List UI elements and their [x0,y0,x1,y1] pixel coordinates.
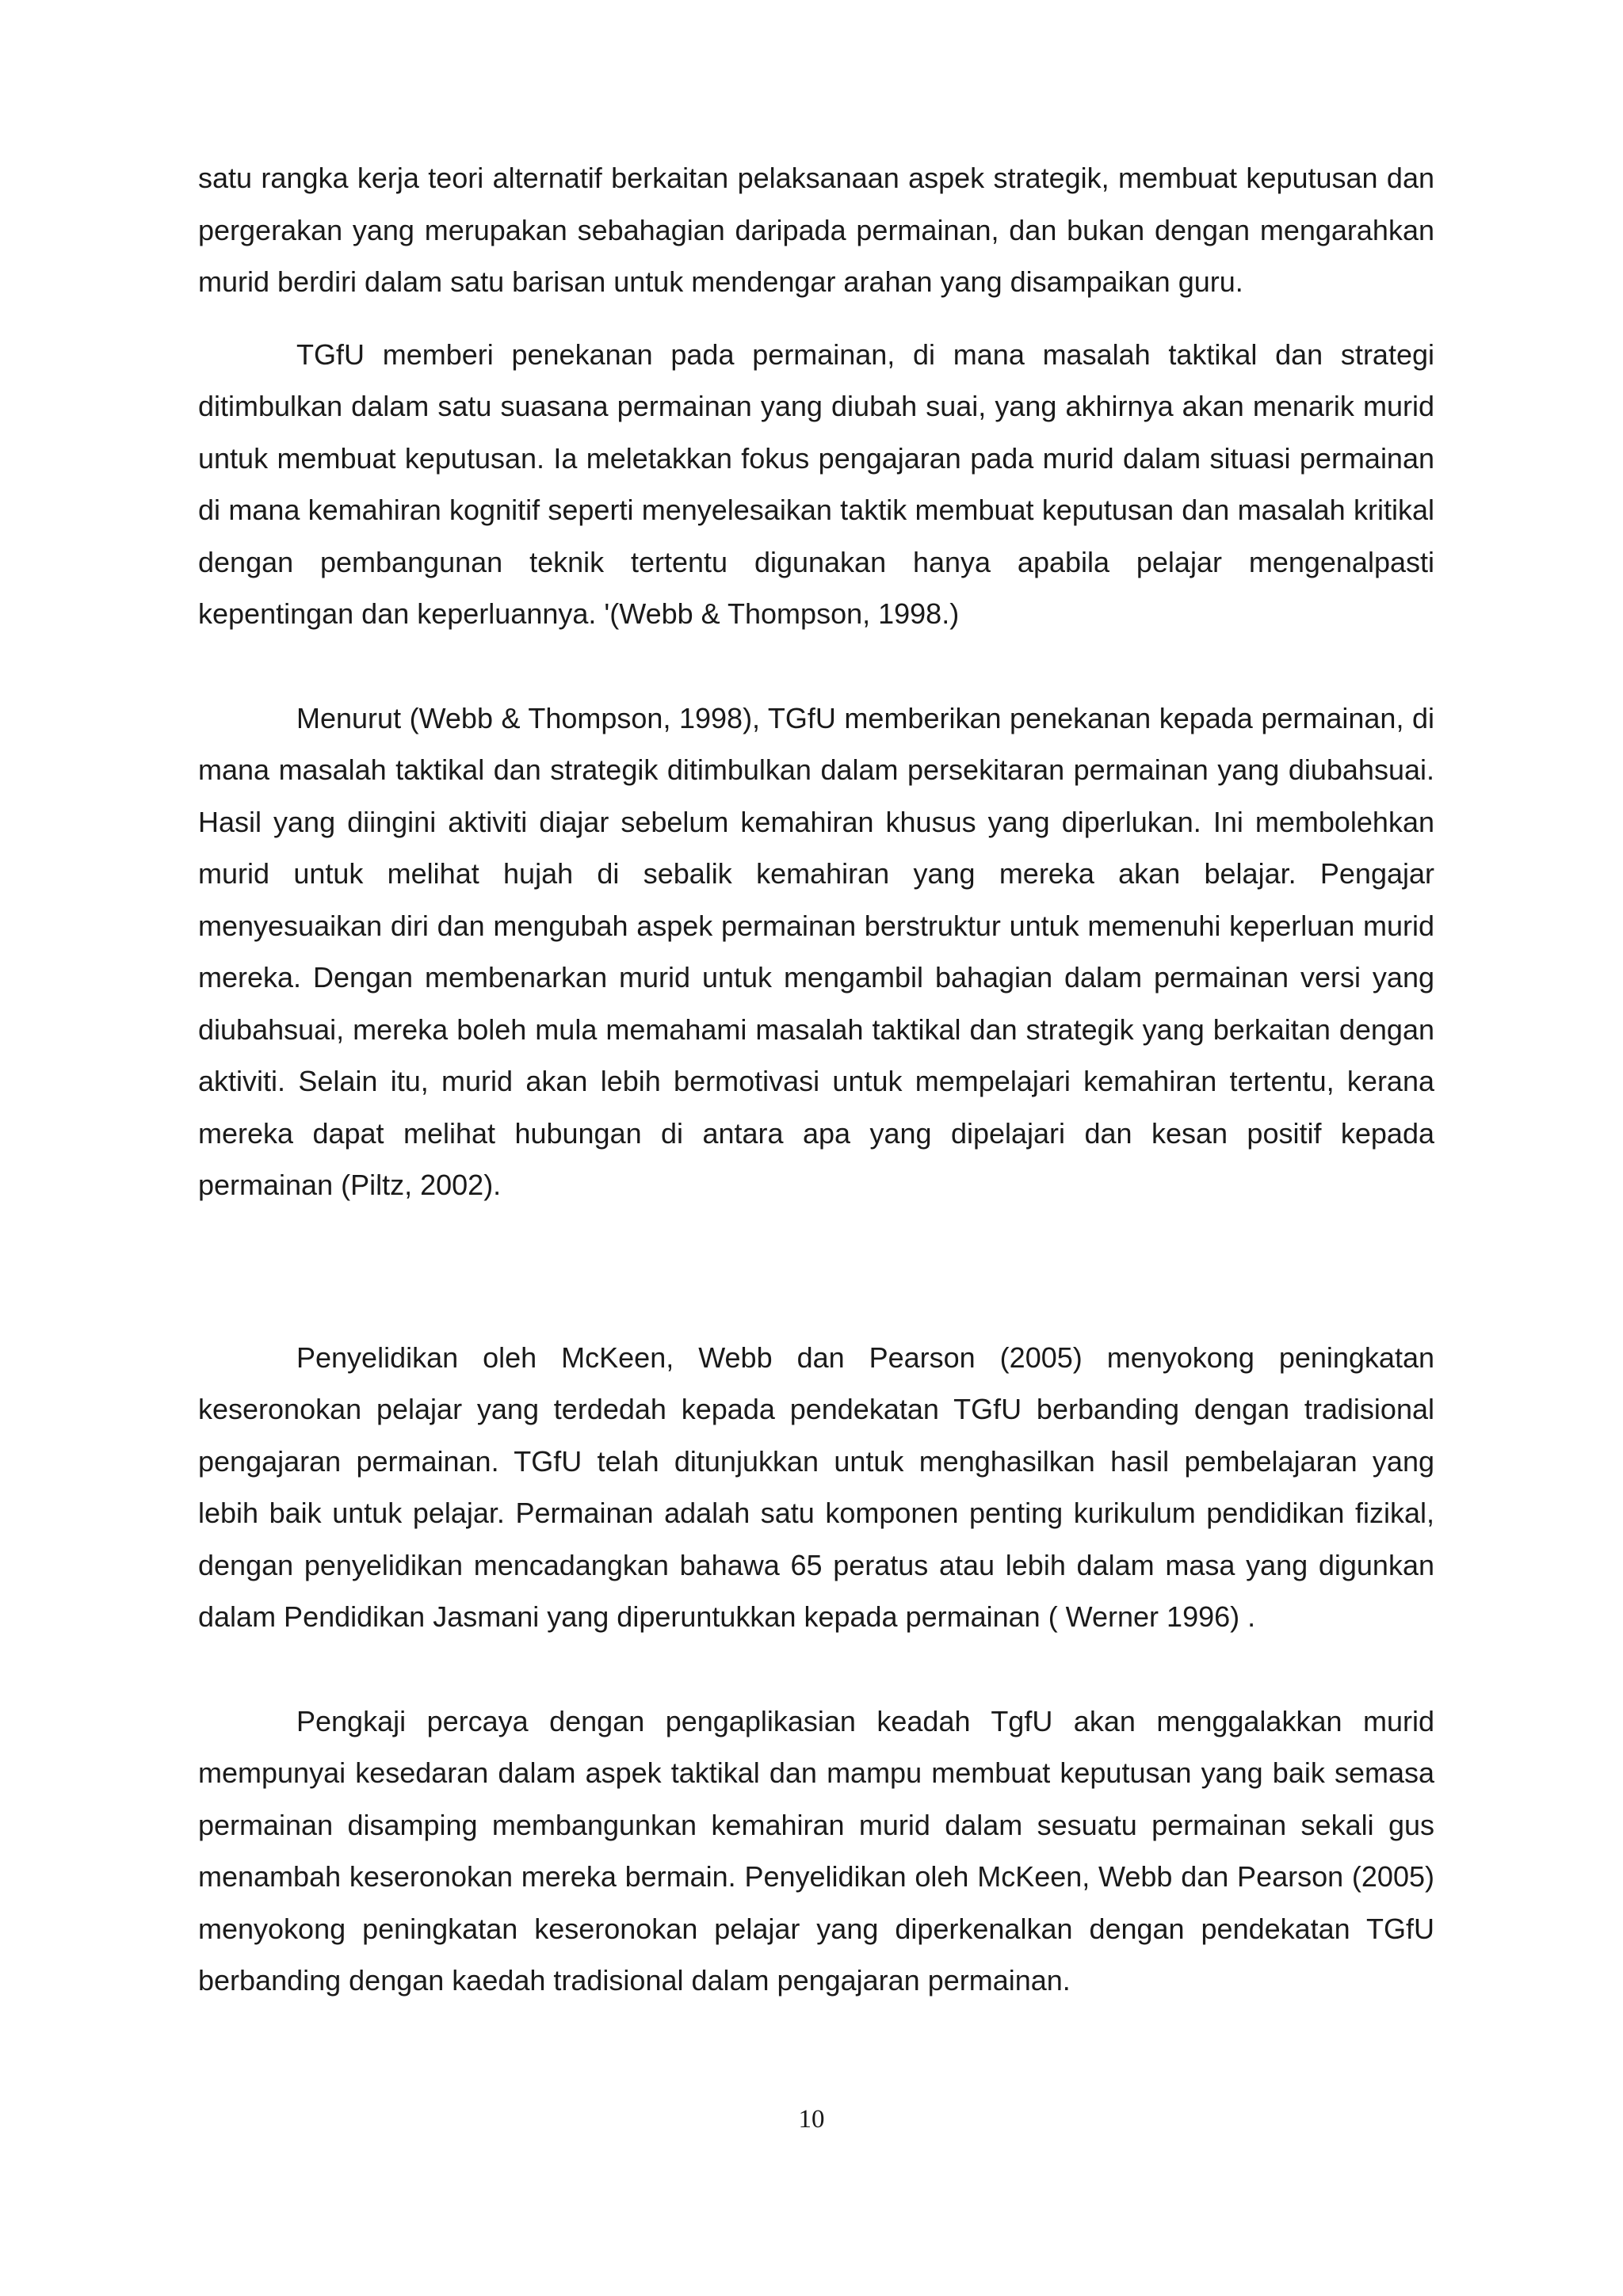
paragraph-mckeen-research: Penyelidikan oleh McKeen, Webb dan Pearson (2005) menyokong peningkatan keseronokan pelajar yang terdedah kepada pendekatan TGfU berbanding dengan tradisional pengajaran permainan. TGfU telah ditunjukkan untuk menghasilkan hasil pembelajaran yang lebih baik untuk pelajar. Permainan adalah satu komponen penting kurikulum pendidikan fizikal, dengan penyelidikan mencadangkan bahawa 65 peratus atau lebih dalam masa yang digunkan dalam Pendidikan Jasmani yang diperuntukkan kepada permainan ( Werner 1996) . [198,1341,1434,1633]
paragraph-webb-thompson: Menurut (Webb & Thompson, 1998), TGfU memberikan penekanan kepada permainan, di mana masalah taktikal dan strategik ditimbulkan dalam persekitaran permainan yang diubahsuai. Hasil yang diingini aktiviti diajar sebelum kemahiran khusus yang diperlukan. Ini membolehkan murid untuk melihat hujah di sebalik kemahiran yang mereka akan belajar. Pengajar menyesuaikan diri dan mengubah aspek permainan berstruktur untuk memenuhi keperluan murid mereka. Dengan membenarkan murid untuk mengambil bahagian dalam permainan versi yang diubahsuai, mereka boleh mula memahami masalah taktikal dan strategik yang berkaitan dengan aktiviti. Selain itu, murid akan lebih bermotivasi untuk mempelajari kemahiran tertentu, kerana mereka dapat melihat hubungan di antara apa yang dipelajari dan kesan positif kepada permainan (Piltz, 2002). [198,701,1434,1201]
paragraph-continuation: satu rangka kerja teori alternatif berkaitan pelaksanaan aspek strategik, membuat keputusan dan pergerakan yang merupakan sebahagian daripada permainan, dan bukan dengan mengarahkan murid berdiri dalam satu barisan untuk mendengar arahan yang disampaikan guru. [198,162,1434,298]
paragraph-tgfu-emphasis: TGfU memberi penekanan pada permainan, di mana masalah taktikal dan strategi ditimbulkan dalam satu suasana permainan yang diubah suai, yang akhirnya akan menarik murid untuk membuat keputusan. Ia meletakkan fokus pengajaran pada murid dalam situasi permainan di mana kemahiran kognitif seperti menyelesaikan taktik membuat keputusan dan masalah kritikal dengan pembangunan teknik tertentu digunakan hanya apabila pelajar mengenalpasti kepentingan dan keperluannya. '(Webb & Thompson, 1998.) [198,338,1434,630]
body-text [198,152,1434,2007]
paragraph-researcher-belief: Pengkaji percaya dengan pengaplikasian keadah TgfU akan menggalakkan murid mempunyai kesedaran dalam aspek taktikal dan mampu membuat keputusan yang baik semasa permainan disamping membangunkan kemahiran murid dalam sesuatu permainan sekali gus menambah keseronokan mereka bermain. Penyelidikan oleh McKeen, Webb dan Pearson (2005) menyokong peningkatan keseronokan pelajar yang diperkenalkan dengan pendekatan TGfU berbanding dengan kaedah tradisional dalam pengajaran permainan. [198,1704,1434,1997]
page-number: 10 [798,2105,825,2134]
